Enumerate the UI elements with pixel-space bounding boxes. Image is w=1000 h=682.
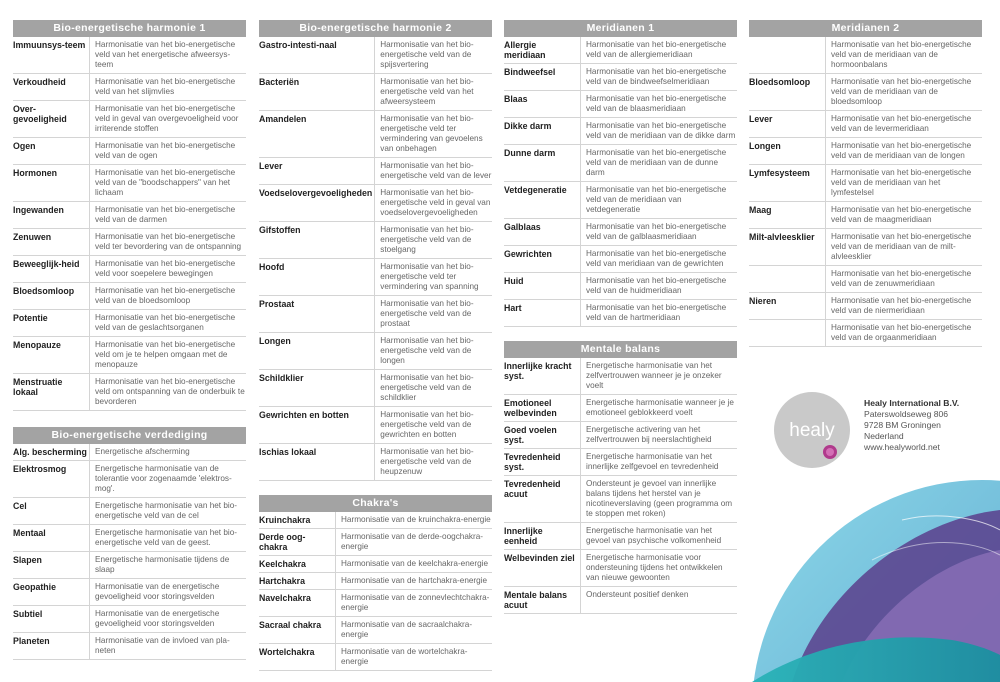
table-row: [749, 320, 982, 347]
table-row: [504, 118, 737, 145]
company-country: Nederland: [864, 431, 904, 441]
section-bio-harmonie-2: [259, 20, 492, 481]
row-description: Harmonisatie van het bio-energetische veld van de lever: [375, 158, 492, 185]
row-name: Elektrosmog: [13, 464, 67, 474]
row-description: Harmonisatie van het bio-energetische veld van de blaasmeridiaan: [581, 91, 738, 118]
healy-logo: [772, 390, 852, 470]
row-name: Sacraal chakra: [259, 620, 322, 630]
section-title: Chakra's: [259, 495, 492, 512]
row-description: Harmonisatie van het bio-energetische veld van de hartmeridiaan: [581, 300, 738, 327]
row-name: Hormonen: [13, 168, 57, 178]
row-name: Ogen: [13, 141, 36, 151]
row-name: Immuunsys-teem: [13, 40, 86, 50]
section-table: [13, 444, 246, 660]
row-name: Innerlijke kracht syst.: [504, 361, 572, 381]
table-row: [13, 444, 246, 461]
table-row: [259, 185, 492, 222]
table-row: [259, 529, 492, 556]
row-description: Harmonisatie van de sacraalchakra-energie: [336, 617, 493, 644]
row-description: Harmonisatie van het bio-energetische veld van de niermeridiaan: [826, 293, 983, 320]
row-description: Harmonisatie van het bio-energetische veld van de orgaanmeridiaan: [826, 320, 983, 347]
row-name: Planeten: [13, 636, 50, 646]
table-row: [13, 374, 246, 411]
row-name: Mentale balans acuut: [504, 590, 568, 610]
row-name: Geopathie: [13, 582, 57, 592]
row-name: Hoofd: [259, 262, 285, 272]
row-name: [749, 266, 826, 293]
row-description: Harmonisatie van het bio-energetische veld van de maagmeridiaan: [826, 202, 983, 229]
section-table: [13, 37, 246, 411]
row-name: Schildklier: [259, 373, 304, 383]
row-name: Menopauze: [13, 340, 61, 350]
section-title: Bio-energetische harmonie 2: [259, 20, 492, 37]
table-row: [13, 74, 246, 101]
row-description: Harmonisatie van het bio-energetische veld van de meridiaan van de milt-alvleesklier: [826, 229, 983, 266]
row-name: Bindweefsel: [504, 67, 556, 77]
row-description: Harmonisatie van het bio-energetische veld van de huidmeridiaan: [581, 273, 738, 300]
company-info: [864, 398, 959, 453]
row-name: Menstruatie lokaal: [13, 377, 63, 397]
table-row: [13, 37, 246, 74]
row-description: Harmonisatie van het bio-energetische veld van de meridiaan van de dikke darm: [581, 118, 738, 145]
row-description: Energetische harmonisatie van het innerlijke zelfgevoel en tevredenheid: [581, 449, 738, 476]
section-table: [504, 37, 737, 327]
row-description: Harmonisatie van het bio-energetische veld ter bevordering van de ontspanning: [90, 229, 247, 256]
table-row: [504, 182, 737, 219]
row-description: Harmonisatie van het bio-energetische veld van de darmen: [90, 202, 247, 229]
table-row: [504, 219, 737, 246]
row-description: Energetische activering van het zelfvertrouwen bij neerslachtigheid: [581, 422, 738, 449]
row-description: Harmonisatie van het bio-energetische veld van meridiaan van de gewrichten: [581, 246, 738, 273]
row-name: Navelchakra: [259, 593, 311, 603]
table-row: [13, 202, 246, 229]
row-name: Tevredenheid acuut: [504, 479, 561, 499]
table-row: [749, 74, 982, 111]
table-row: [259, 333, 492, 370]
row-description: Harmonisatie van het bio-energetische veld van het slijmvlies: [90, 74, 247, 101]
row-name: Bloedsomloop: [749, 77, 811, 87]
row-description: Ondersteunt je gevoel van innerlijke balans tijdens het herstel van je nicotineverslaving (geen programma om te stoppen met roken): [581, 476, 738, 523]
table-row: [259, 407, 492, 444]
row-description: Harmonisatie van het bio-energetische veld van de bindweefselmeridiaan: [581, 64, 738, 91]
row-description: Harmonisatie van het bio-energetische veld van de spijsvertering: [375, 37, 492, 74]
row-description: Harmonisatie van het bio-energetische veld van de meridiaan van vetdegeneratie: [581, 182, 738, 219]
table-row: [504, 523, 737, 550]
row-name: Ischias lokaal: [259, 447, 317, 457]
table-row: [13, 229, 246, 256]
table-row: [259, 111, 492, 158]
column-4: [749, 20, 982, 357]
row-description: Harmonisatie van het bio-energetische veld van de "boodschappers" van het lichaam: [90, 165, 247, 202]
table-row: [259, 444, 492, 481]
table-row: [13, 337, 246, 374]
company-name: Healy International B.V.: [864, 398, 960, 408]
row-description: Harmonisatie van het bio-energetische veld ter vermindering van gevoelens van onbehagen: [375, 111, 492, 158]
row-name: Allergie meridiaan: [504, 40, 546, 60]
row-description: Harmonisatie van het bio-energetische veld van de meridiaan van de dunne darm: [581, 145, 738, 182]
row-description: Energetische harmonisatie wanneer je je emotioneel geblokkeerd voelt: [581, 395, 738, 422]
row-description: Harmonisatie van het bio-energetische veld om ontspanning van de onderbuik te bevorderen: [90, 374, 247, 411]
row-description: Harmonisatie van de zonnevlechtchakra-energie: [336, 590, 493, 617]
row-name: Blaas: [504, 94, 528, 104]
row-name: Bacteriën: [259, 77, 300, 87]
table-row: [259, 617, 492, 644]
table-row: [13, 633, 246, 660]
row-description: Harmonisatie van het bio-energetische veld ter vermindering van spanning: [375, 259, 492, 296]
section-table: [259, 37, 492, 481]
row-description: Harmonisatie van het bio-energetische veld van de levermeridiaan: [826, 111, 983, 138]
row-name: Wortelchakra: [259, 647, 315, 657]
row-name: Nieren: [749, 296, 777, 306]
table-row: [13, 310, 246, 337]
row-name: Derde oog-chakra: [259, 532, 306, 552]
table-row: [749, 111, 982, 138]
table-row: [259, 512, 492, 529]
table-row: [13, 552, 246, 579]
row-description: Energetische harmonisatie van het zelfvertrouwen wanneer je je onzeker voelt: [581, 358, 738, 395]
row-description: Harmonisatie van het bio-energetische veld in geval van overgevoeligheid voor irriterende stoffen: [90, 101, 247, 138]
table-row: [13, 256, 246, 283]
row-name: Goed voelen syst.: [504, 425, 557, 445]
row-name: Gifstoffen: [259, 225, 301, 235]
table-row: [749, 266, 982, 293]
company-website[interactable]: www.healyworld.net: [864, 442, 940, 452]
row-name: Lever: [749, 114, 773, 124]
table-row: [504, 91, 737, 118]
row-description: Energetische harmonisatie van het bio-energetische veld van de geest.: [90, 525, 247, 552]
table-row: [13, 138, 246, 165]
row-name: Amandelen: [259, 114, 307, 124]
table-row: [504, 449, 737, 476]
row-description: Harmonisatie van het bio-energetische veld van de longen: [375, 333, 492, 370]
row-name: Welbevinden ziel: [504, 553, 575, 563]
row-name: Voedselovergevoeligheden: [259, 188, 373, 198]
row-name: Dikke darm: [504, 121, 552, 131]
section-table: [259, 512, 492, 671]
section-chakras: [259, 495, 492, 671]
row-name: Verkoudheid: [13, 77, 66, 87]
row-name: Longen: [749, 141, 781, 151]
section-table: [749, 37, 982, 347]
row-description: Harmonisatie van de kruinchakra-energie: [336, 512, 493, 529]
table-row: [504, 422, 737, 449]
row-description: Harmonisatie van het bio-energetische veld van de prostaat: [375, 296, 492, 333]
row-name: [749, 37, 826, 74]
row-name: Galblaas: [504, 222, 541, 232]
table-row: [259, 259, 492, 296]
table-row: [504, 37, 737, 64]
section-table: [504, 358, 737, 614]
row-name: Emotioneel welbevinden: [504, 398, 557, 418]
section-title: Meridianen 1: [504, 20, 737, 37]
table-row: [259, 37, 492, 74]
table-row: [504, 300, 737, 327]
row-description: Energetische harmonisatie voor ondersteuning tijdens het ontwikkelen van nieuwe gewoonten: [581, 550, 738, 587]
row-name: Over-gevoeligheid: [13, 104, 67, 124]
row-description: Harmonisatie van het bio-energetische veld om je te helpen omgaan met de menopauze: [90, 337, 247, 374]
section-mentale-balans: [504, 341, 737, 614]
table-row: [749, 165, 982, 202]
row-description: Harmonisatie van het bio-energetische veld van de galblaasmeridiaan: [581, 219, 738, 246]
column-3: [504, 20, 737, 624]
row-description: Harmonisatie van de derde-oogchakra-energie: [336, 529, 493, 556]
row-name: Longen: [259, 336, 291, 346]
table-row: [749, 293, 982, 320]
row-description: Ondersteunt positief denken: [581, 587, 738, 614]
row-name: Huid: [504, 276, 524, 286]
row-description: Harmonisatie van het bio-energetische veld van de meridiaan van het lymfestelsel: [826, 165, 983, 202]
table-row: [504, 587, 737, 614]
table-row: [504, 145, 737, 182]
column-1: [13, 20, 246, 670]
table-row: [259, 296, 492, 333]
row-description: Harmonisatie van het bio-energetische veld van de gewrichten en botten: [375, 407, 492, 444]
row-name: Keelchakra: [259, 559, 306, 569]
section-meridianen-2: [749, 20, 982, 347]
row-description: Harmonisatie van het bio-energetische veld van de allergiemeridiaan: [581, 37, 738, 64]
row-description: Energetische afscherming: [90, 444, 247, 461]
table-row: [259, 556, 492, 573]
row-description: Harmonisatie van het bio-energetische veld voor soepelere bewegingen: [90, 256, 247, 283]
row-description: Harmonisatie van het bio-energetische veld van de geslachtsorganen: [90, 310, 247, 337]
company-address-city: 9728 BM Groningen: [864, 420, 941, 430]
row-description: Harmonisatie van het bio-energetische veld in geval van voedselovergevoeligheden: [375, 185, 492, 222]
row-name: Beweeglijk-heid: [13, 259, 80, 269]
table-row: [749, 37, 982, 74]
row-description: Harmonisatie van het bio-energetische veld van de bloedsomloop: [90, 283, 247, 310]
table-row: [259, 158, 492, 185]
section-title: Mentale balans: [504, 341, 737, 358]
table-row: [504, 246, 737, 273]
company-address-street: Paterswoldseweg 806: [864, 409, 949, 419]
table-row: [259, 370, 492, 407]
row-name: Ingewanden: [13, 205, 64, 215]
row-name: Slapen: [13, 555, 42, 565]
row-description: Harmonisatie van het bio-energetische veld van de meridiaan van de bloedsomloop: [826, 74, 983, 111]
row-description: Harmonisatie van het bio-energetische veld van de heupzenuw: [375, 444, 492, 481]
row-name: Subtiel: [13, 609, 43, 619]
row-name: Cel: [13, 501, 27, 511]
table-row: [13, 579, 246, 606]
row-description: Harmonisatie van het bio-energetische veld van de schildklier: [375, 370, 492, 407]
row-description: Energetische harmonisatie van het gevoel van psychische volkomenheid: [581, 523, 738, 550]
row-name: Innerlijke eenheid: [504, 526, 543, 546]
row-name: Mentaal: [13, 528, 46, 538]
row-description: Harmonisatie van het bio-energetische veld van de zenuwmeridiaan: [826, 266, 983, 293]
row-description: Harmonisatie van de energetische gevoeligheid voor storingsvelden: [90, 579, 247, 606]
row-description: Harmonisatie van het bio-energetische veld van de ogen: [90, 138, 247, 165]
row-name: Dunne darm: [504, 148, 556, 158]
row-description: Harmonisatie van het bio-energetische veld van het energetische afweersys-teem: [90, 37, 247, 74]
row-name: Vetdegeneratie: [504, 185, 567, 195]
row-name: Lever: [259, 161, 283, 171]
row-description: Harmonisatie van de wortelchakra-energie: [336, 644, 493, 671]
row-description: Harmonisatie van het bio-energetische veld van de meridiaan van de longen: [826, 138, 983, 165]
table-row: [13, 283, 246, 310]
row-name: Zenuwen: [13, 232, 52, 242]
table-row: [504, 550, 737, 587]
row-name: Kruinchakra: [259, 515, 311, 525]
row-description: Energetische harmonisatie van de tolerantie voor zogenaamde 'elektros-mog'.: [90, 461, 247, 498]
row-name: Gastro-intesti-naal: [259, 40, 337, 50]
table-row: [259, 590, 492, 617]
row-name: Alg. bescherming: [13, 447, 87, 457]
table-row: [13, 606, 246, 633]
row-name: Gewrichten en botten: [259, 410, 349, 420]
decorative-swirl-graphic: [752, 480, 1000, 682]
row-name: Maag: [749, 205, 772, 215]
table-row: [504, 358, 737, 395]
section-bio-harmonie-1: [13, 20, 246, 411]
section-bio-verdediging: [13, 427, 246, 660]
table-row: [504, 273, 737, 300]
section-title: Bio-energetische harmonie 1: [13, 20, 246, 37]
table-row: [749, 229, 982, 266]
row-description: Harmonisatie van de keelchakra-energie: [336, 556, 493, 573]
row-name: [749, 320, 826, 347]
column-2: [259, 20, 492, 681]
table-row: [259, 644, 492, 671]
row-name: Lymfesysteem: [749, 168, 810, 178]
table-row: [13, 498, 246, 525]
table-row: [749, 138, 982, 165]
table-row: [259, 74, 492, 111]
row-description: Energetische harmonisatie tijdens de slaap: [90, 552, 247, 579]
row-name: Bloedsomloop: [13, 286, 75, 296]
logo-text: healy: [789, 420, 835, 441]
row-description: Energetische harmonisatie van het bio-energetische veld van de cel: [90, 498, 247, 525]
table-row: [504, 64, 737, 91]
table-row: [504, 395, 737, 422]
row-name: Prostaat: [259, 299, 295, 309]
table-row: [259, 573, 492, 590]
table-row: [13, 461, 246, 498]
row-name: Hartchakra: [259, 576, 305, 586]
table-row: [504, 476, 737, 523]
row-name: Milt-alvleesklier: [749, 232, 815, 242]
table-row: [749, 202, 982, 229]
section-meridianen-1: [504, 20, 737, 327]
row-name: Tevredenheid syst.: [504, 452, 561, 472]
row-description: Harmonisatie van het bio-energetische veld van het afweersysteem: [375, 74, 492, 111]
table-row: [13, 165, 246, 202]
table-row: [13, 525, 246, 552]
row-description: Harmonisatie van het bio-energetische veld van de meridiaan van de hormoonbalans: [826, 37, 983, 74]
row-name: Hart: [504, 303, 522, 313]
row-description: Harmonisatie van het bio-energetische veld van de stoelgang: [375, 222, 492, 259]
row-description: Harmonisatie van de invloed van pla-neten: [90, 633, 247, 660]
section-title: Meridianen 2: [749, 20, 982, 37]
table-row: [13, 101, 246, 138]
row-name: Gewrichten: [504, 249, 552, 259]
table-row: [259, 222, 492, 259]
row-description: Harmonisatie van de energetische gevoeligheid voor storingsvelden: [90, 606, 247, 633]
row-name: Potentie: [13, 313, 48, 323]
section-title: Bio-energetische verdediging: [13, 427, 246, 444]
row-description: Harmonisatie van de hartchakra-energie: [336, 573, 493, 590]
